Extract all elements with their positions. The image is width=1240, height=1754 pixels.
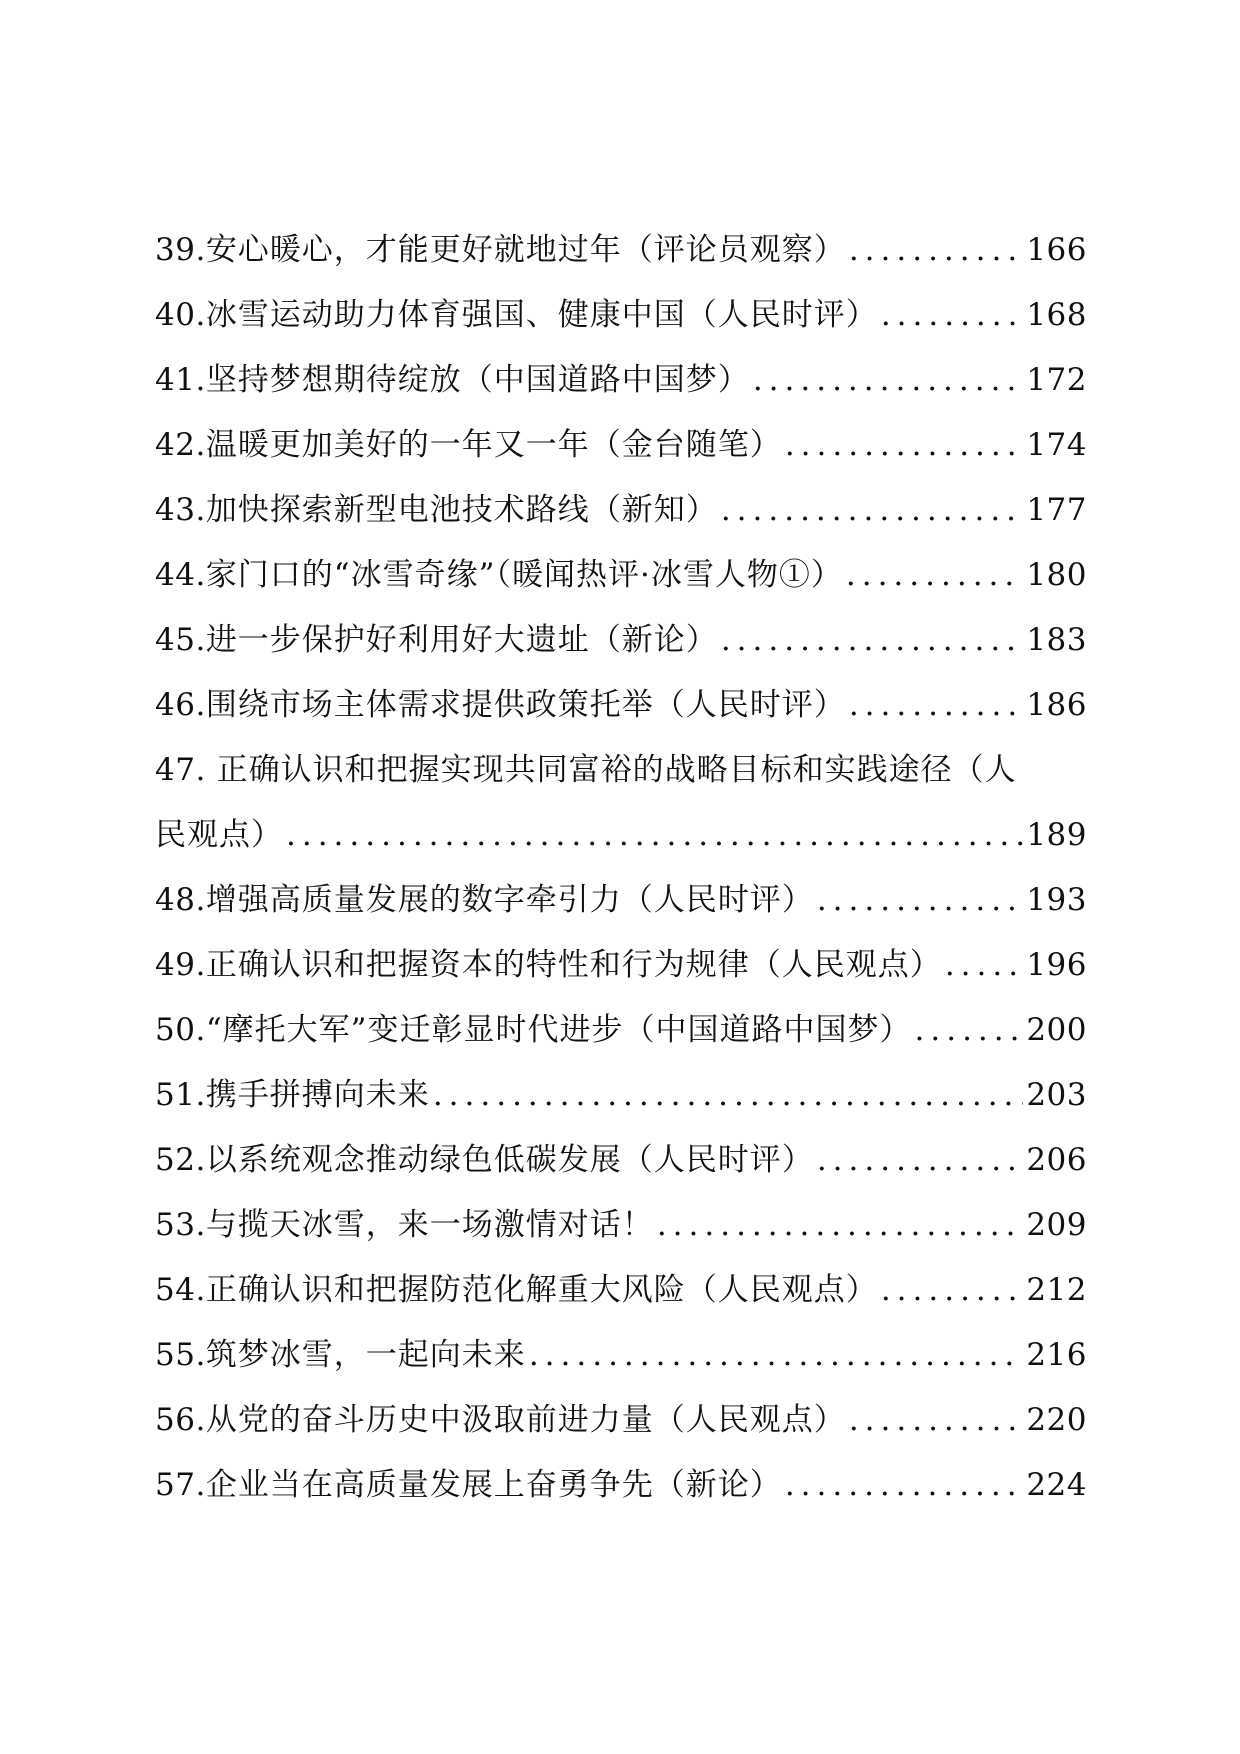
entry-page-number: 212 [1026, 1272, 1087, 1308]
entry-page-number: 186 [1026, 687, 1087, 723]
dot-leader [849, 673, 1024, 738]
dot-leader [657, 1193, 1024, 1258]
dot-leader [785, 1453, 1024, 1518]
entry-title: 正确认识和把握资本的特性和行为规律（人民观点） [205, 947, 942, 983]
entry-title: 温暖更加美好的一年又一年（金台随笔） [205, 427, 782, 463]
entry-page-number: 168 [1026, 297, 1087, 333]
entry-title: “摩托大军”变迁彰显时代进步（中国道路中国梦） [205, 1012, 912, 1048]
entry-title: 携手拼搏向未来 [205, 1077, 430, 1113]
toc-entry-50[interactable] [155, 998, 1087, 1063]
entry-title: 正确认识和把握防范化解重大风险（人民观点） [205, 1272, 878, 1308]
entry-page-number: 174 [1026, 427, 1087, 463]
entry-number: 43. [155, 492, 206, 528]
entry-title-line-2: 民观点） [155, 817, 283, 853]
entry-number: 49. [155, 947, 206, 983]
entry-number: 41. [155, 362, 206, 398]
table-of-contents [155, 218, 1087, 1518]
toc-entry-47[interactable] [155, 738, 1087, 868]
toc-entry-51[interactable] [155, 1063, 1087, 1128]
toc-entry-39[interactable] [155, 218, 1087, 283]
dot-leader [945, 933, 1024, 998]
dot-leader [881, 1258, 1024, 1323]
entry-page-number: 200 [1026, 1012, 1087, 1048]
entry-title-line-1: 正确认识和把握实现共同富裕的战略目标和实践途径（人 [216, 752, 1017, 788]
toc-entry-57[interactable] [155, 1453, 1087, 1518]
toc-entry-52[interactable] [155, 1128, 1087, 1193]
entry-number: 51. [155, 1077, 206, 1113]
dot-leader [849, 1388, 1024, 1453]
dot-leader [433, 1063, 1024, 1128]
entry-title: 筑梦冰雪，一起向未来 [205, 1337, 526, 1373]
entry-title: 与揽天冰雪，来一场激情对话！ [205, 1207, 654, 1243]
entry-page-number: 172 [1026, 362, 1087, 398]
dot-leader [849, 218, 1024, 283]
entry-number: 57. [155, 1467, 206, 1503]
entry-title: 围绕市场主体需求提供政策托举（人民时评） [205, 687, 846, 723]
entry-number: 45. [155, 622, 206, 658]
entry-page-number: 183 [1026, 622, 1087, 658]
entry-number: 39. [155, 232, 206, 268]
dot-leader [529, 1323, 1024, 1388]
entry-number: 55. [155, 1337, 206, 1373]
dot-leader [721, 608, 1024, 673]
entry-number: 40. [155, 297, 206, 333]
dot-leader [286, 803, 1023, 868]
toc-entry-56[interactable] [155, 1388, 1087, 1453]
dot-leader [817, 868, 1024, 933]
entry-title: 家门口的“冰雪奇缘”（暖闻热评·冰雪人物①） [205, 557, 843, 593]
toc-entry-54[interactable] [155, 1258, 1087, 1323]
entry-number: 50. [155, 1012, 206, 1048]
entry-title: 冰雪运动助力体育强国、健康中国（人民时评） [205, 297, 878, 333]
toc-entry-48[interactable] [155, 868, 1087, 933]
entry-page-number: 189 [1026, 817, 1087, 853]
entry-number: 42. [155, 427, 206, 463]
dot-leader [753, 348, 1024, 413]
toc-entry-44[interactable] [155, 543, 1087, 608]
entry-title: 从党的奋斗历史中汲取前进力量（人民观点） [205, 1402, 846, 1438]
entry-number: 54. [155, 1272, 206, 1308]
toc-entry-55[interactable] [155, 1323, 1087, 1388]
entry-title: 以系统观念推动绿色低碳发展（人民时评） [205, 1142, 814, 1178]
entry-page-number: 220 [1026, 1402, 1087, 1438]
dot-leader [817, 1128, 1024, 1193]
entry-page-number: 166 [1026, 232, 1087, 268]
toc-entry-40[interactable] [155, 283, 1087, 348]
entry-title: 坚持梦想期待绽放（中国道路中国梦） [205, 362, 750, 398]
entry-title: 加快探索新型电池技术路线（新知） [205, 492, 718, 528]
entry-page-number: 216 [1026, 1337, 1087, 1373]
toc-entry-42[interactable] [155, 413, 1087, 478]
entry-title: 安心暖心，才能更好就地过年（评论员观察） [205, 232, 846, 268]
dot-leader [881, 283, 1024, 348]
dot-leader [785, 413, 1024, 478]
entry-title: 企业当在高质量发展上奋勇争先（新论） [205, 1467, 782, 1503]
entry-page-number: 203 [1026, 1077, 1087, 1113]
entry-number: 52. [155, 1142, 206, 1178]
entry-number: 46. [155, 687, 206, 723]
entry-number: 56. [155, 1402, 206, 1438]
entry-page-number: 177 [1026, 492, 1087, 528]
entry-page-number: 193 [1026, 882, 1087, 918]
dot-leader [915, 998, 1024, 1063]
toc-entry-45[interactable] [155, 608, 1087, 673]
entry-page-number: 224 [1026, 1467, 1087, 1503]
entry-title: 进一步保护好利用好大遗址（新论） [205, 622, 718, 658]
toc-entry-53[interactable] [155, 1193, 1087, 1258]
entry-number: 44. [155, 557, 206, 593]
entry-page-number: 196 [1026, 947, 1087, 983]
dot-leader [721, 478, 1024, 543]
entry-page-number: 180 [1026, 557, 1087, 593]
entry-page-number: 206 [1026, 1142, 1087, 1178]
toc-entry-46[interactable] [155, 673, 1087, 738]
entry-number: 47. [155, 752, 206, 788]
entry-page-number: 209 [1026, 1207, 1087, 1243]
entry-number: 48. [155, 882, 206, 918]
toc-entry-41[interactable] [155, 348, 1087, 413]
toc-entry-49[interactable] [155, 933, 1087, 998]
entry-number: 53. [155, 1207, 206, 1243]
toc-entry-43[interactable] [155, 478, 1087, 543]
dot-leader [846, 543, 1023, 608]
entry-title: 增强高质量发展的数字牵引力（人民时评） [205, 882, 814, 918]
